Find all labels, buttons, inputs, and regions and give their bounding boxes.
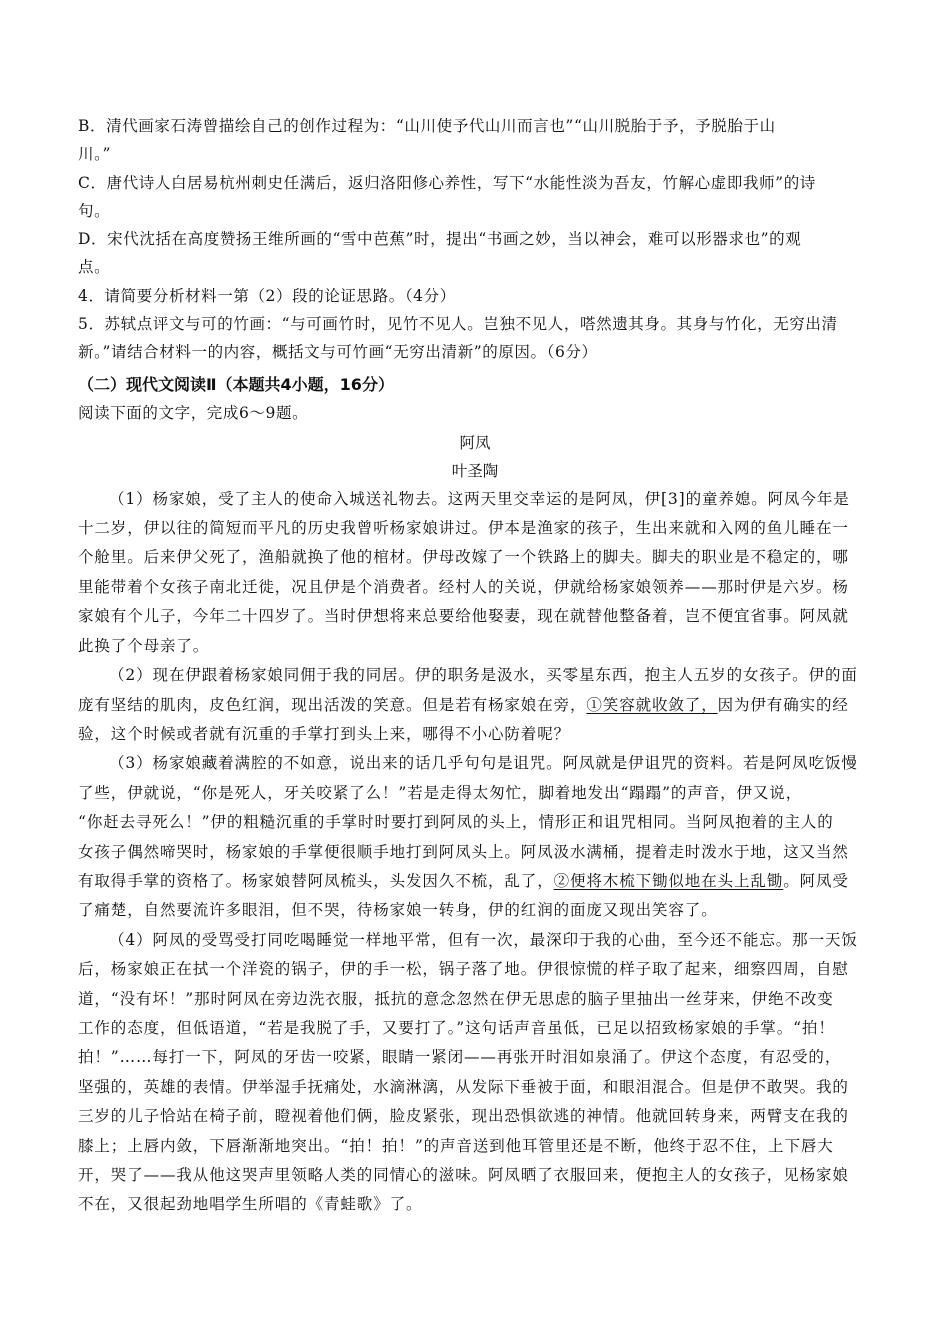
paragraph-line: 道，“没有坏！”那时阿凤在旁边洗衣服，抵抗的意念忽然在伊无思虑的脑子里抽出一丝芽来，伊绝不改变: [78, 989, 834, 1008]
story-title: 阿凤: [459, 433, 491, 452]
option-d-line-2: 点。: [78, 258, 111, 277]
text-run: 庞有坚结的肌肉，皮色红润，现出活泼的笑意。但是若有杨家娘在旁，: [78, 695, 587, 714]
text-run: 。阿凤受: [783, 871, 849, 890]
paragraph-line: 不在，又很起劲地唱学生所唱的《青蛙歌》了。: [78, 1195, 423, 1214]
paragraph-4: [78, 926, 872, 1220]
underlined-sentence-2: ②便将木梳下锄似地在头上乱锄: [553, 871, 784, 890]
section-heading: （二）现代文阅读Ⅱ（本题共4小题，16分）: [78, 374, 394, 394]
reading-instruction: 阅读下面的文字，完成6～9题。: [78, 403, 309, 422]
option-d-line-1: D．宋代沈括在高度赞扬王维所画的“雪中芭蕉”时，提出“书画之妙，当以神会，难可以形器求也”的观: [78, 230, 802, 249]
paragraph-line: 女孩子偶然啼哭时，杨家娘的手掌便很顺手地打到阿凤头上。阿凤汲水满桶，提着走时泼水于地，这又当然: [78, 842, 849, 861]
paragraph-line: 后，杨家娘正在拭一个洋瓷的锅子，伊的手一松，锅子落了地。伊很惊慌的样子取了起来，细察四周，自慰: [78, 960, 849, 979]
paragraph-line: （3）杨家娘藏着满腔的不如意，说出来的话几乎句句是诅咒。阿凤就是伊诅咒的资料。若是阿凤吃饭慢: [109, 754, 858, 773]
paragraph-line: 膝上；上唇内敛，下唇渐渐地突出。“拍！拍！”的声音送到他耳管里还是不断，他终于忍不住，上下唇大: [78, 1136, 834, 1155]
underlined-sentence-1: ①笑容就收敛了，: [586, 695, 718, 714]
paragraph-line: 里能带着个女孩子南北迁徙，况且伊是个消费者。经村人的关说，伊就给杨家娘领养——那时伊是六岁。杨: [78, 577, 849, 596]
paragraph-line: “你赶去寻死么！”伊的粗糙沉重的手掌时时要打到阿凤的头上，情形正和诅咒相同。当阿凤抱着的主人的: [78, 813, 834, 832]
option-c-line-1: C．唐代诗人白居易杭州刺史任满后，返归洛阳修心养性，写下“水能性淡为吾友，竹解心虚即我师”的诗: [78, 173, 816, 192]
paragraph-line: 个舱里。后来伊父死了，渔船就换了他的棺材。伊母改嫁了一个铁路上的脚夫。脚夫的职业是不稳定的，哪: [78, 548, 849, 567]
question-4: 4．请简要分析材料一第（2）段的论证思路。（4分）: [78, 286, 456, 305]
question-5-line-1: 5．苏轼点评文与可的竹画：“与可画竹时，见竹不见人。岂独不见人，嗒然遗其身。其身与竹化，无穷出清: [78, 315, 838, 334]
paragraph-line: 开，哭了——我从他这哭声里领略人类的同情心的滋味。阿凤晒了衣服回来，便抱主人的女孩子，见杨家娘: [78, 1166, 849, 1185]
paragraph-line: （2）现在伊跟着杨家娘同佣于我的同居。伊的职务是汲水，买零星东西，抱主人五岁的女孩子。伊的面: [109, 666, 858, 685]
paragraph-line: （4）阿凤的受骂受打同吃喝睡觉一样地平常，但有一次，最深印于我的心曲，至今还不能忘。那一天饭: [109, 930, 858, 949]
paragraph-line: 拍！”……每打一下，阿凤的牙齿一咬紧，眼睛一紧闭——再张开时泪如泉涌了。伊这个态度，有忍受的，: [78, 1048, 842, 1067]
paragraph-line: 此换了个母亲了。: [78, 636, 210, 655]
paragraph-line: [78, 867, 872, 896]
option-c-line-2: 句。: [78, 201, 111, 220]
paragraph-line: （1）杨家娘，受了主人的使命入城送礼物去。这两天里交幸运的是阿凤，伊[3]的童养媳。阿凤今年是: [109, 489, 850, 508]
paragraph-line: [78, 691, 872, 720]
question-3-options: [78, 112, 872, 367]
text-run: 有取得手掌的资格了。杨家娘替阿凤梳头，头发因久不梳，乱了，: [78, 871, 554, 890]
paragraph-line: 十二岁，伊以往的简短而平凡的历史我曾听杨家娘讲过。伊本是渔家的孩子，生出来就和入网的鱼儿睡在一: [78, 519, 849, 538]
paragraph-line: 了些，伊就说，“你是死人，牙关咬紧了么！”若是走得太匆忙，脚着地发出“蹋蹋”的声音，伊又说，: [78, 783, 803, 802]
paragraph-line: 工作的态度，但低语道，“若是我脱了手，又要打了。”这句话声音虽低，已足以招致杨家娘的手掌。“拍！: [78, 1018, 835, 1037]
paragraph-line: 坚强的，英雄的表情。伊举湿手抚痛处，水滴淋漓，从发际下垂被于面，和眼泪混合。但是伊不敢哭。我的: [78, 1077, 849, 1096]
paragraph-line: 三岁的儿子恰站在椅子前，瞪视着他们俩，脸皮紧张，现出恐惧欲逃的神情。他就回转身来，两臂支在我的: [78, 1107, 849, 1126]
paragraph-3: [78, 749, 872, 925]
option-b-line-2: 川。”: [78, 145, 111, 164]
paragraph-line: 验，这个时候或者就有沉重的手掌打到头上来，哪得不小心防着呢？: [78, 724, 571, 743]
paragraph-line: 家娘有个儿子，今年二十四岁了。当时伊想将来总要给他娶妻，现在就替他整备着，岂不便宜省事。阿凤就: [78, 607, 849, 626]
option-b-line-1: B．清代画家石涛曾描绘自己的创作过程为：“山川使予代山川而言也”“山川脱胎于予，予脱胎于山: [78, 117, 776, 135]
paragraph-1: [78, 485, 872, 661]
question-5-line-2: 新。”请结合材料一的内容，概括文与可竹画“无穷出清新”的原因。（6分）: [78, 343, 598, 362]
story-author: 叶圣陶: [451, 461, 499, 480]
paragraph-2: [78, 661, 872, 749]
text-run: 因为伊有确实的经: [717, 695, 849, 714]
paragraph-line: 了痛楚，自然要流许多眼泪，但不哭，待杨家娘一转身，伊的红润的面庞又现出笑容了。: [78, 901, 718, 920]
